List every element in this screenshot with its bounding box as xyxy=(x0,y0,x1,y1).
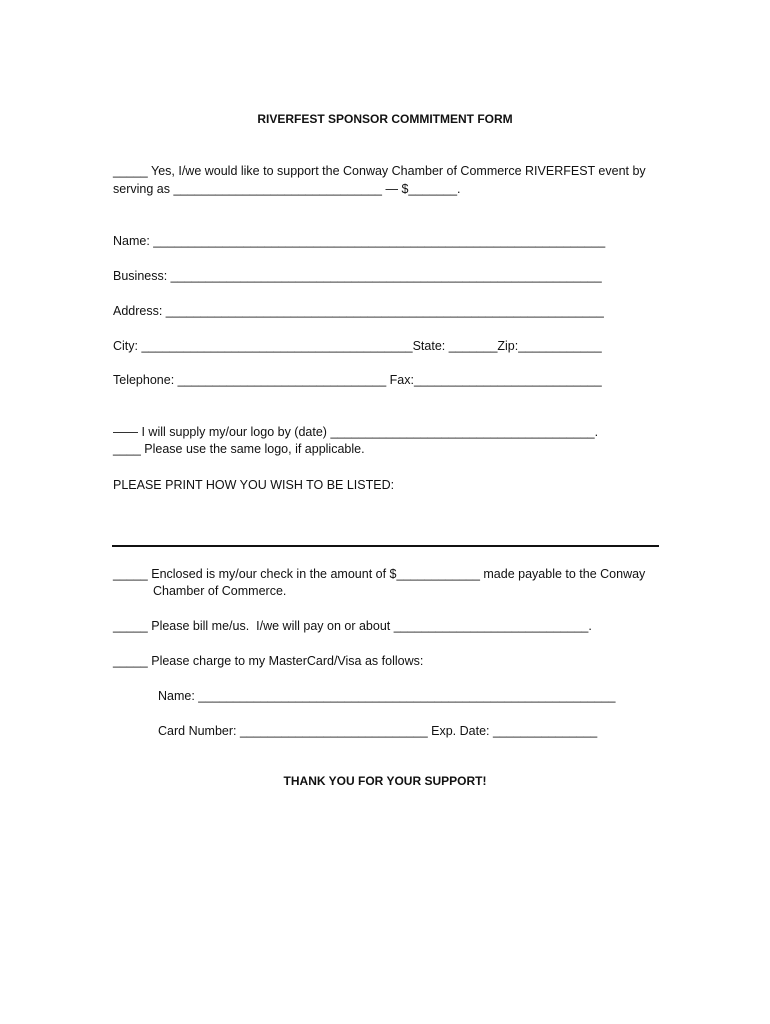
card-number-expiry-fields[interactable]: Card Number: ___________________________ Exp. Date: _______________ xyxy=(158,724,598,738)
check-enclosed-line[interactable]: _____ Enclosed is my/our check in the amount of $____________ made payable to the Conway xyxy=(113,567,646,581)
thank-you-message: THANK YOU FOR YOUR SUPPORT! xyxy=(283,774,487,788)
logo-supply-line[interactable]: —— I will supply my/our logo by (date) ______________________________________. xyxy=(113,425,599,439)
support-checkbox-line[interactable]: _____ Yes, I/we would like to support the Conway Chamber of Commerce RIVERFEST event by xyxy=(113,164,646,178)
bill-me-line[interactable]: _____ Please bill me/us. I/we will pay on or about ____________________________. xyxy=(113,619,592,633)
serving-as-field[interactable]: serving as ______________________________ — $_______. xyxy=(113,182,461,196)
business-field[interactable]: Business: ______________________________________________________________ xyxy=(113,269,602,283)
same-logo-line[interactable]: ____ Please use the same logo, if applicable. xyxy=(113,442,365,456)
telephone-fax-fields[interactable]: Telephone: ______________________________ Fax:___________________________ xyxy=(113,373,602,387)
listing-underline[interactable] xyxy=(112,545,659,547)
charge-card-line[interactable]: _____ Please charge to my MasterCard/Visa as follows: xyxy=(113,654,424,668)
city-state-zip-fields[interactable]: City: _______________________________________State: _______Zip:____________ xyxy=(113,339,602,353)
listing-prompt: PLEASE PRINT HOW YOU WISH TO BE LISTED: xyxy=(113,478,395,492)
check-enclosed-continuation: Chamber of Commerce. xyxy=(153,584,287,598)
name-field[interactable]: Name: _________________________________________________________________ xyxy=(113,234,606,248)
address-field[interactable]: Address: _______________________________________________________________ xyxy=(113,304,604,318)
card-name-field[interactable]: Name: ____________________________________________________________ xyxy=(158,689,616,703)
form-title: RIVERFEST SPONSOR COMMITMENT FORM xyxy=(257,112,513,126)
